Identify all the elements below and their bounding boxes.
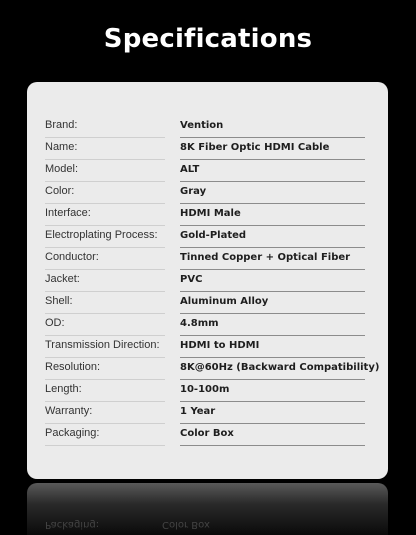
spec-label: Transmission Direction: [45,336,165,358]
spec-row-warranty [45,402,365,424]
spec-label: OD: [45,314,165,336]
spec-row-jacket [45,270,365,292]
spec-value: 4.8mm [180,314,365,336]
spec-row-shell [45,292,365,314]
spec-row-electroplating [45,226,365,248]
spec-row-model [45,160,365,182]
spec-row-interface [45,204,365,226]
spec-row-name [45,138,365,160]
spec-table [27,82,388,479]
spec-row-resolution [45,358,380,380]
spec-label: Resolution: [45,358,165,380]
spec-row-length [45,380,365,402]
spec-value: 8K@60Hz (Backward Compatibility) [180,358,365,380]
spec-value: HDMI to HDMI [180,336,365,358]
spec-value: Vention [180,116,365,138]
spec-label: Color: [45,182,165,204]
spec-value: Gray [180,182,365,204]
spec-label: Length: [45,380,165,402]
spec-row-transmission [45,336,365,358]
spec-row-color [45,182,365,204]
spec-value: HDMI Male [180,204,365,226]
spec-value: Aluminum Alloy [180,292,365,314]
card-reflection [27,483,388,535]
reflection-value: Color Box [162,519,210,530]
spec-label: Shell: [45,292,165,314]
spec-row-conductor [45,248,365,270]
spec-label: Electroplating Process: [45,226,165,248]
spec-value: 10-100m [180,380,365,402]
spec-label: Conductor: [45,248,165,270]
spec-value: Tinned Copper + Optical Fiber [180,248,365,270]
spec-label: Packaging: [45,424,165,446]
spec-row-packaging [45,424,365,446]
spec-value: 1 Year [180,402,365,424]
reflection-label: Packaging: [45,519,100,530]
spec-value: ALT [180,160,365,182]
spec-value: PVC [180,270,365,292]
page-title: Specifications [103,24,313,54]
spec-label: Interface: [45,204,165,226]
spec-value: Gold-Plated [180,226,365,248]
spec-value: Color Box [180,424,365,446]
spec-label: Model: [45,160,165,182]
spec-label: Warranty: [45,402,165,424]
spec-label: Name: [45,138,165,160]
spec-row-od [45,314,365,336]
spec-value: 8K Fiber Optic HDMI Cable [180,138,365,160]
spec-row-brand [45,116,365,138]
spec-label: Jacket: [45,270,165,292]
spec-label: Brand: [45,116,165,138]
